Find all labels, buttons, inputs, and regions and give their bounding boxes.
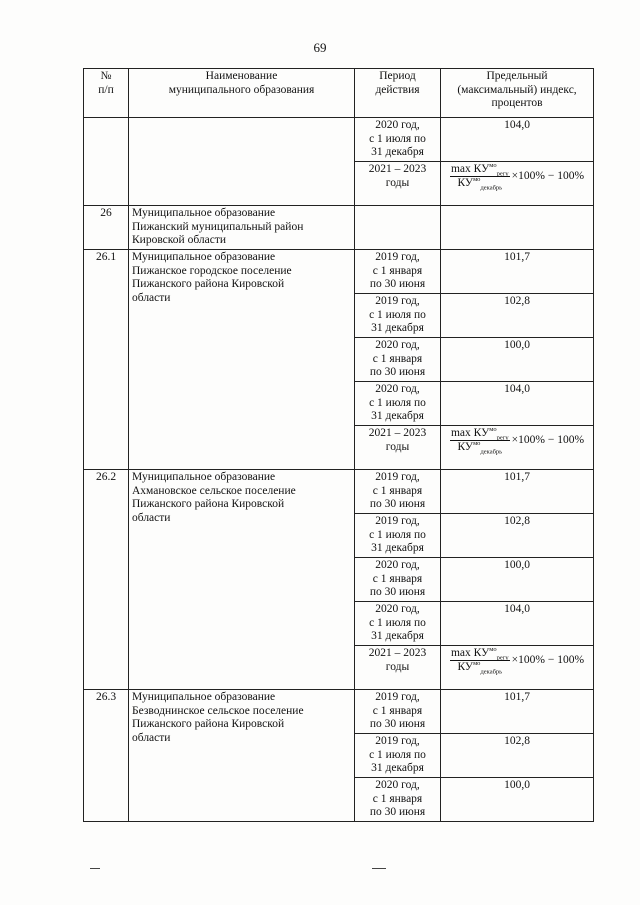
- index-formula: $\frac{\max КУ^{мо}_{регу}}{КУ^{мо}_{декабрь}}$ ×100% − 100%: [450, 426, 585, 456]
- row-number: 26.2: [84, 470, 129, 690]
- period-cell: 2020 год, с 1 января по 30 июня: [355, 778, 441, 822]
- index-value: 102,8: [441, 514, 594, 558]
- period-cell: 2019 год, с 1 июля по 31 декабря: [355, 514, 441, 558]
- row-number: [84, 118, 129, 206]
- period-cell: 2021 – 2023 годы: [355, 162, 441, 206]
- period-cell: 2021 – 2023 годы: [355, 426, 441, 470]
- page-number: 69: [313, 40, 327, 55]
- index-value: 100,0: [441, 778, 594, 822]
- header-index: Предельный (максимальный) индекс, процентов: [441, 69, 594, 118]
- period-cell: 2019 год, с 1 января по 30 июня: [355, 690, 441, 734]
- municipality-name: Муниципальное образование Пижанское городское поселение Пижанского района Кировской области: [129, 250, 355, 470]
- table-row: [84, 118, 594, 162]
- index-value: 100,0: [441, 558, 594, 602]
- index-value: 104,0: [441, 118, 594, 162]
- index-formula-cell: [441, 646, 594, 690]
- period-cell: 2021 – 2023 годы: [355, 646, 441, 690]
- period-cell: 2019 год, с 1 июля по 31 декабря: [355, 294, 441, 338]
- scan-mark-left: [90, 868, 100, 869]
- tariff-index-table: [83, 68, 594, 822]
- header-name: Наименование муниципального образования: [129, 69, 355, 118]
- period-cell: 2019 год, с 1 января по 30 июня: [355, 250, 441, 294]
- index-formula: $\frac{\max КУ^{мо}_{регу}}{КУ^{мо}_{декабрь}}$ ×100% − 100%: [450, 162, 585, 192]
- index-value: [441, 206, 594, 250]
- municipality-name: Муниципальное образование Безводнинское сельское поселение Пижанского района Кировской области: [129, 690, 355, 822]
- period-cell: [355, 206, 441, 250]
- index-value: 102,8: [441, 294, 594, 338]
- index-value: 104,0: [441, 602, 594, 646]
- index-value: 101,7: [441, 690, 594, 734]
- index-value: 102,8: [441, 734, 594, 778]
- scan-mark-center: [372, 868, 386, 869]
- table-body: [84, 118, 594, 822]
- table-row: [84, 206, 594, 250]
- row-number: 26: [84, 206, 129, 250]
- period-cell: 2020 год, с 1 июля по 31 декабря: [355, 118, 441, 162]
- index-value: 101,7: [441, 250, 594, 294]
- row-number: 26.1: [84, 250, 129, 470]
- table-row: [84, 690, 594, 734]
- period-cell: 2020 год, с 1 января по 30 июня: [355, 558, 441, 602]
- index-formula: $\frac{\max КУ^{мо}_{регу}}{КУ^{мо}_{декабрь}}$ ×100% − 100%: [450, 646, 585, 676]
- header-num: № п/п: [84, 69, 129, 118]
- index-formula-cell: [441, 426, 594, 470]
- table-row: [84, 250, 594, 294]
- index-value: 101,7: [441, 470, 594, 514]
- period-cell: 2020 год, с 1 июля по 31 декабря: [355, 382, 441, 426]
- period-cell: 2019 год, с 1 января по 30 июня: [355, 470, 441, 514]
- municipality-name: Муниципальное образование Ахмановское сельское поселение Пижанского района Кировской области: [129, 470, 355, 690]
- row-number: 26.3: [84, 690, 129, 822]
- period-cell: 2020 год, с 1 июля по 31 декабря: [355, 602, 441, 646]
- municipality-name: [129, 118, 355, 206]
- index-value: 100,0: [441, 338, 594, 382]
- municipality-name: Муниципальное образование Пижанский муниципальный район Кировской области: [129, 206, 355, 250]
- header-period: Период действия: [355, 69, 441, 118]
- index-formula-cell: [441, 162, 594, 206]
- index-value: 104,0: [441, 382, 594, 426]
- table-row: [84, 470, 594, 514]
- period-cell: 2019 год, с 1 июля по 31 декабря: [355, 734, 441, 778]
- period-cell: 2020 год, с 1 января по 30 июня: [355, 338, 441, 382]
- table-header-row: [84, 69, 594, 118]
